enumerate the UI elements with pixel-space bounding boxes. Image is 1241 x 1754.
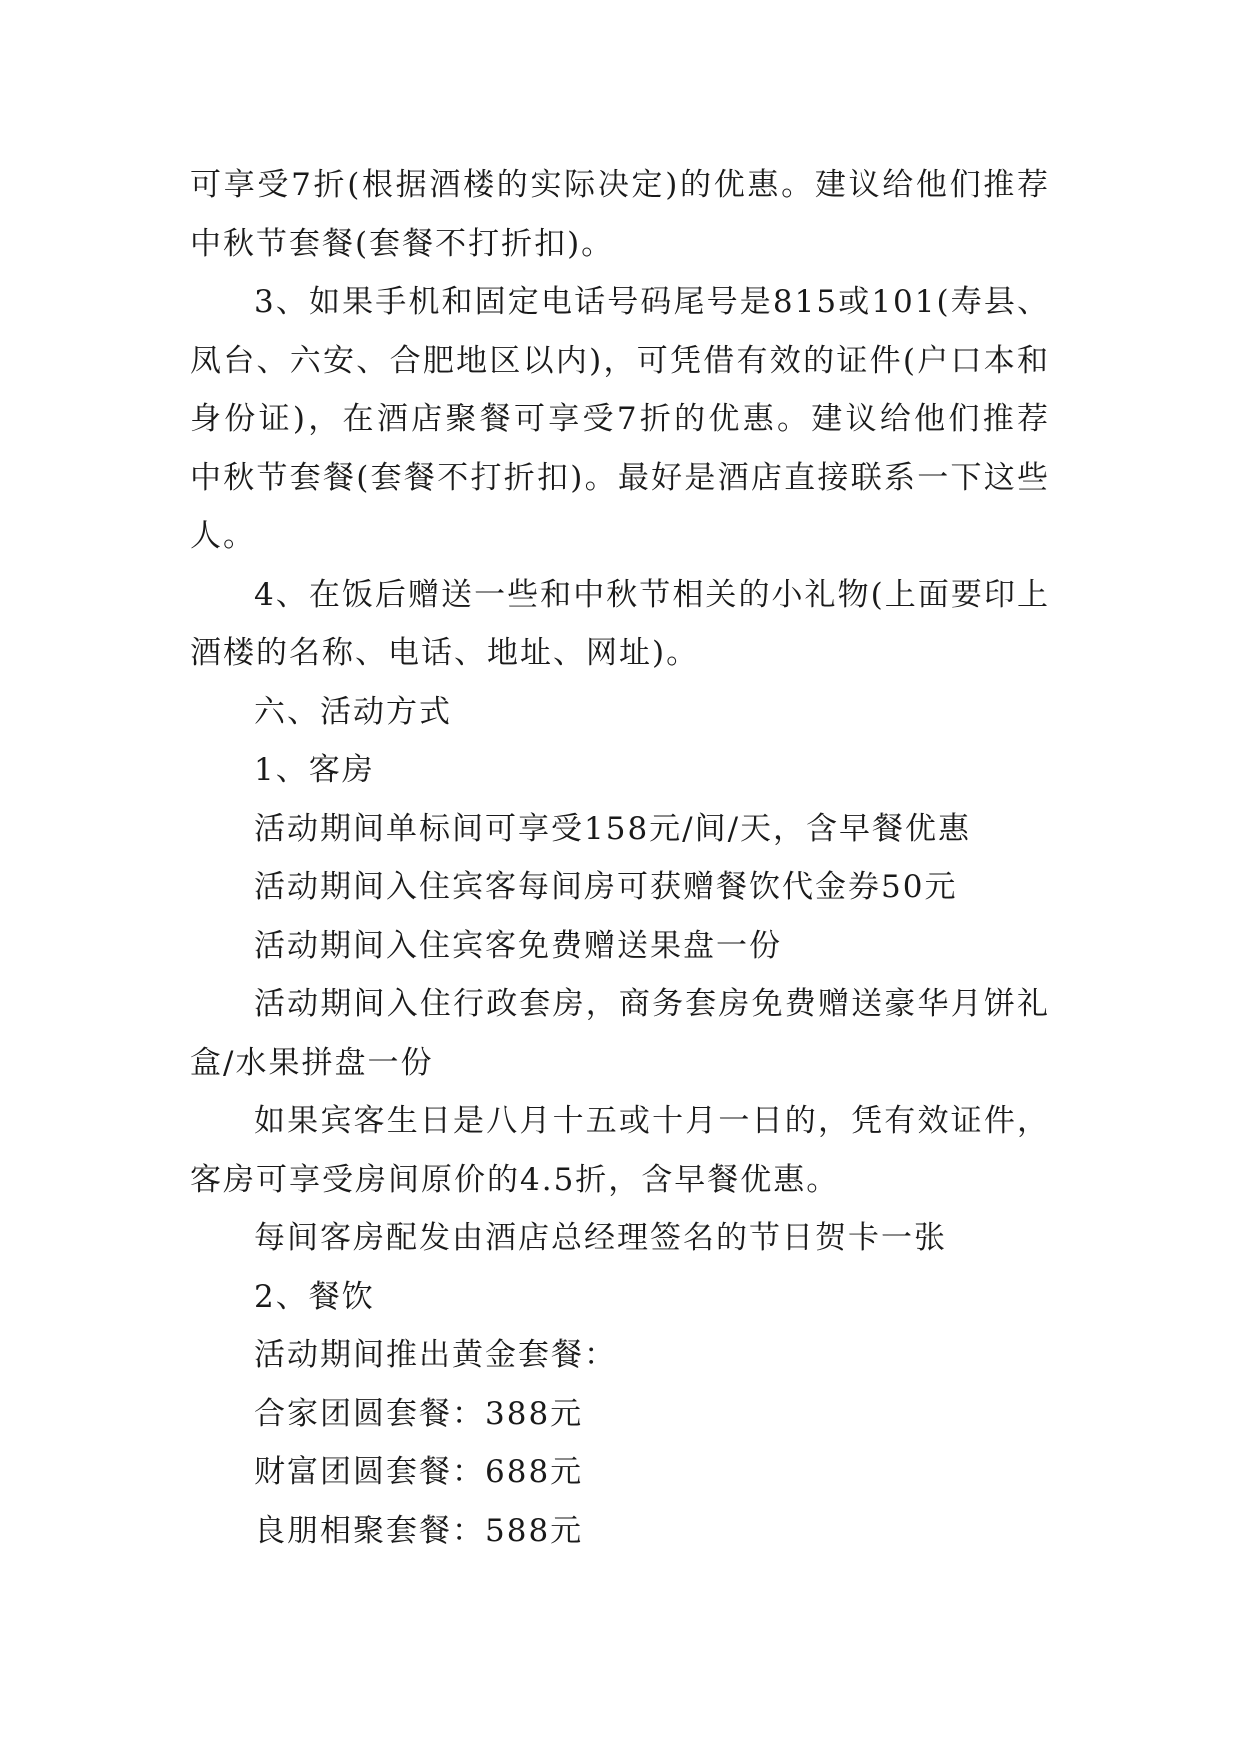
menu-item: 财富团圆套餐：688元	[254, 1454, 584, 1490]
paragraph: 活动期间入住行政套房，商务套房免费赠送豪华月饼礼盒/水果拼盘一份	[190, 986, 1050, 1081]
paragraph: 活动期间单标间可享受158元/间/天，含早餐优惠	[254, 810, 972, 847]
paragraph: 每间客房配发由酒店总经理签名的节日贺卡一张	[254, 1220, 947, 1256]
paragraph: 活动期间入住宾客每间房可获赠餐饮代金券50元	[254, 869, 958, 905]
paragraph: 活动期间推出黄金套餐：	[254, 1337, 617, 1373]
paragraph: 3、如果手机和固定电话号码尾号是815或101(寿县、凤台、六安、合肥地区以内)，可凭借有效的证件(户口本和身份证)，在酒店聚餐可享受7折的优惠。建议给他们推荐中秋节套餐(套餐不打折扣)。最好是酒店直接联系一下这些人。	[190, 284, 1050, 554]
paragraph: 4、在饭后赠送一些和中秋节相关的小礼物(上面要印上酒楼的名称、电话、地址、网址)。	[190, 576, 1050, 671]
subsection-heading: 1、客房	[254, 752, 375, 788]
subsection-heading: 2、餐饮	[254, 1278, 375, 1315]
document-body	[190, 156, 1050, 1560]
paragraph: 如果宾客生日是八月十五或十月一日的，凭有效证件，客房可享受房间原价的4.5折，含早餐优惠。	[190, 1103, 1050, 1198]
menu-item: 良朋相聚套餐：588元	[254, 1512, 584, 1549]
paragraph: 可享受7折(根据酒楼的实际决定)的优惠。建议给他们推荐中秋节套餐(套餐不打折扣)。	[190, 167, 1050, 262]
paragraph: 活动期间入住宾客免费赠送果盘一份	[254, 927, 782, 964]
menu-item: 合家团圆套餐：388元	[254, 1395, 584, 1432]
section-heading: 六、活动方式	[254, 693, 452, 730]
